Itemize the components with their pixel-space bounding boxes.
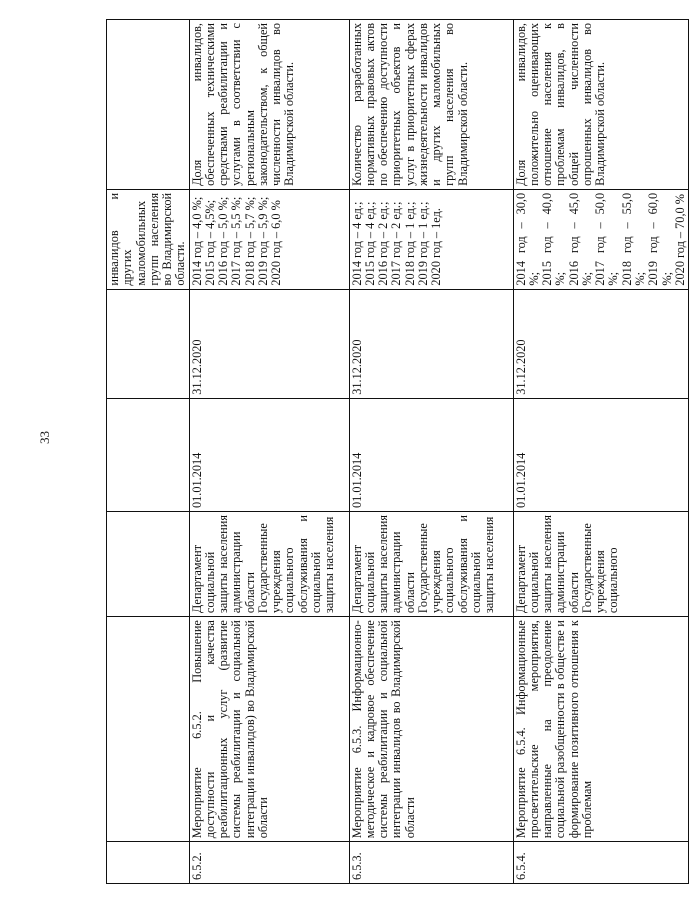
- table-row: [107, 20, 190, 884]
- target-value-line: 2019 год – 1 ед.;: [415, 201, 430, 286]
- target-value-line: 2017 год – 5,5 %;: [229, 196, 244, 286]
- cell-end-date: 31.12.2020: [349, 289, 513, 398]
- cell-indicator: Доля инвалидов, обеспеченных техническими средствами реабилитации и услугами в соответствии с региональным законодательством, к общей численности инвалидов во Владимирской области.: [189, 20, 349, 190]
- cell-start-date: 01.01.2014: [513, 398, 688, 511]
- target-value-line: 2015 год – 4 ед.;: [362, 201, 377, 286]
- cell-target-values: [189, 189, 349, 289]
- cell-target-values: [107, 20, 190, 190]
- target-value-line: 2015 год – 4,5%;: [202, 199, 217, 286]
- target-value-line: 2020 год – 6,0 %: [269, 200, 284, 286]
- cell-number: 6.5.2.: [189, 842, 349, 884]
- target-value-line: 2017 год – 50,0 %;: [593, 192, 621, 286]
- cell-start-date: 01.01.2014: [189, 398, 349, 511]
- target-value-line: 2018 год – 5,7 %;: [242, 196, 257, 286]
- cell-executor: [107, 512, 190, 617]
- cell-executor: Департамент социальной защиты населения администрации области Государственные учреждения социального обслуживания и социальной защиты населения: [189, 512, 349, 617]
- rotated-page-content: [106, 19, 687, 884]
- cell-activity-name: Мероприятие 6.5.4. Информационные просветительские мероприятия, направленные на преодоление социальной разобщенности в обществе и формирование позитивного отношения к проблемам: [513, 617, 688, 842]
- cell-number: 6.5.3.: [349, 842, 513, 884]
- cell-executor: Департамент социальной защиты населения администрации области Государственные учреждения социального: [513, 512, 688, 617]
- cell-target-values: [513, 189, 688, 289]
- program-activities-table: [106, 19, 689, 884]
- target-value-line: 2020 год – 1ед.: [429, 208, 444, 286]
- cell-number: [107, 842, 190, 884]
- cell-end-date: [107, 289, 190, 398]
- cell-indicator: инвалидов и других маломобильных групп населения во Владимирской области.: [107, 189, 190, 289]
- cell-start-date: [107, 398, 190, 511]
- table-row: [513, 20, 688, 884]
- target-value-line: 2019 год – 5,9 %;: [255, 196, 270, 286]
- cell-indicator: Доля инвалидов, положительно оценивающих отношение населения к проблемам инвалидов, в общей численности опрошенных инвалидов во Владимирской области.: [513, 20, 688, 190]
- cell-indicator: Количество разработанных нормативных правовых актов по обеспечению доступности приоритетных объектов и услуг в приоритетных сферах жизнедеятельности инвалидов и других маломобильных групп населения во Владимирской области.: [349, 20, 513, 190]
- target-value-line: 2016 год – 45,0 %;: [566, 192, 594, 286]
- target-value-line: 2019 год – 60,0 %;: [646, 192, 674, 286]
- target-value-line: 2014 год – 4,0 %;: [189, 196, 204, 286]
- target-value-line: 2018 год – 55,0 %;: [619, 192, 647, 286]
- cell-start-date: 01.01.2014: [349, 398, 513, 511]
- target-value-line: 2020 год – 70,0 %: [672, 194, 687, 286]
- target-value-line: 2016 год – 5,0 %;: [216, 196, 231, 286]
- table-row: [349, 20, 513, 884]
- cell-activity-name: Мероприятие 6.5.3. Информационно-методическое и кадровое обеспечение системы реабилитации и социальной интеграции инвалидов во Владимирской области: [349, 617, 513, 842]
- target-value-line: 2016 год – 2 ед.;: [376, 201, 391, 286]
- cell-activity-name: [107, 617, 190, 842]
- target-value-line: 2015 год – 40,0 %;: [540, 192, 568, 286]
- target-value-line: 2017 год – 2 ед.;: [389, 201, 404, 286]
- cell-executor: Департамент социальной защиты населения администрации области Государственные учреждения социального обслуживания и социальной защиты населения: [349, 512, 513, 617]
- cell-target-values: [349, 189, 513, 289]
- cell-activity-name: Мероприятие 6.5.2. Повышение доступности и качества реабилитационных услуг (развитие системы реабилитации и социальной интеграции инвалидов) во Владимирской области: [189, 617, 349, 842]
- page-number: 33: [37, 431, 52, 444]
- cell-end-date: 31.12.2020: [513, 289, 688, 398]
- target-value-line: 2018 год – 1 ед.;: [402, 201, 417, 286]
- cell-number: 6.5.4.: [513, 842, 688, 884]
- target-value-line: 2014 год – 30,0 %;: [513, 192, 541, 286]
- target-value-line: 2014 год – 4 ед.;: [349, 201, 364, 286]
- cell-end-date: 31.12.2020: [189, 289, 349, 398]
- table-row: [189, 20, 349, 884]
